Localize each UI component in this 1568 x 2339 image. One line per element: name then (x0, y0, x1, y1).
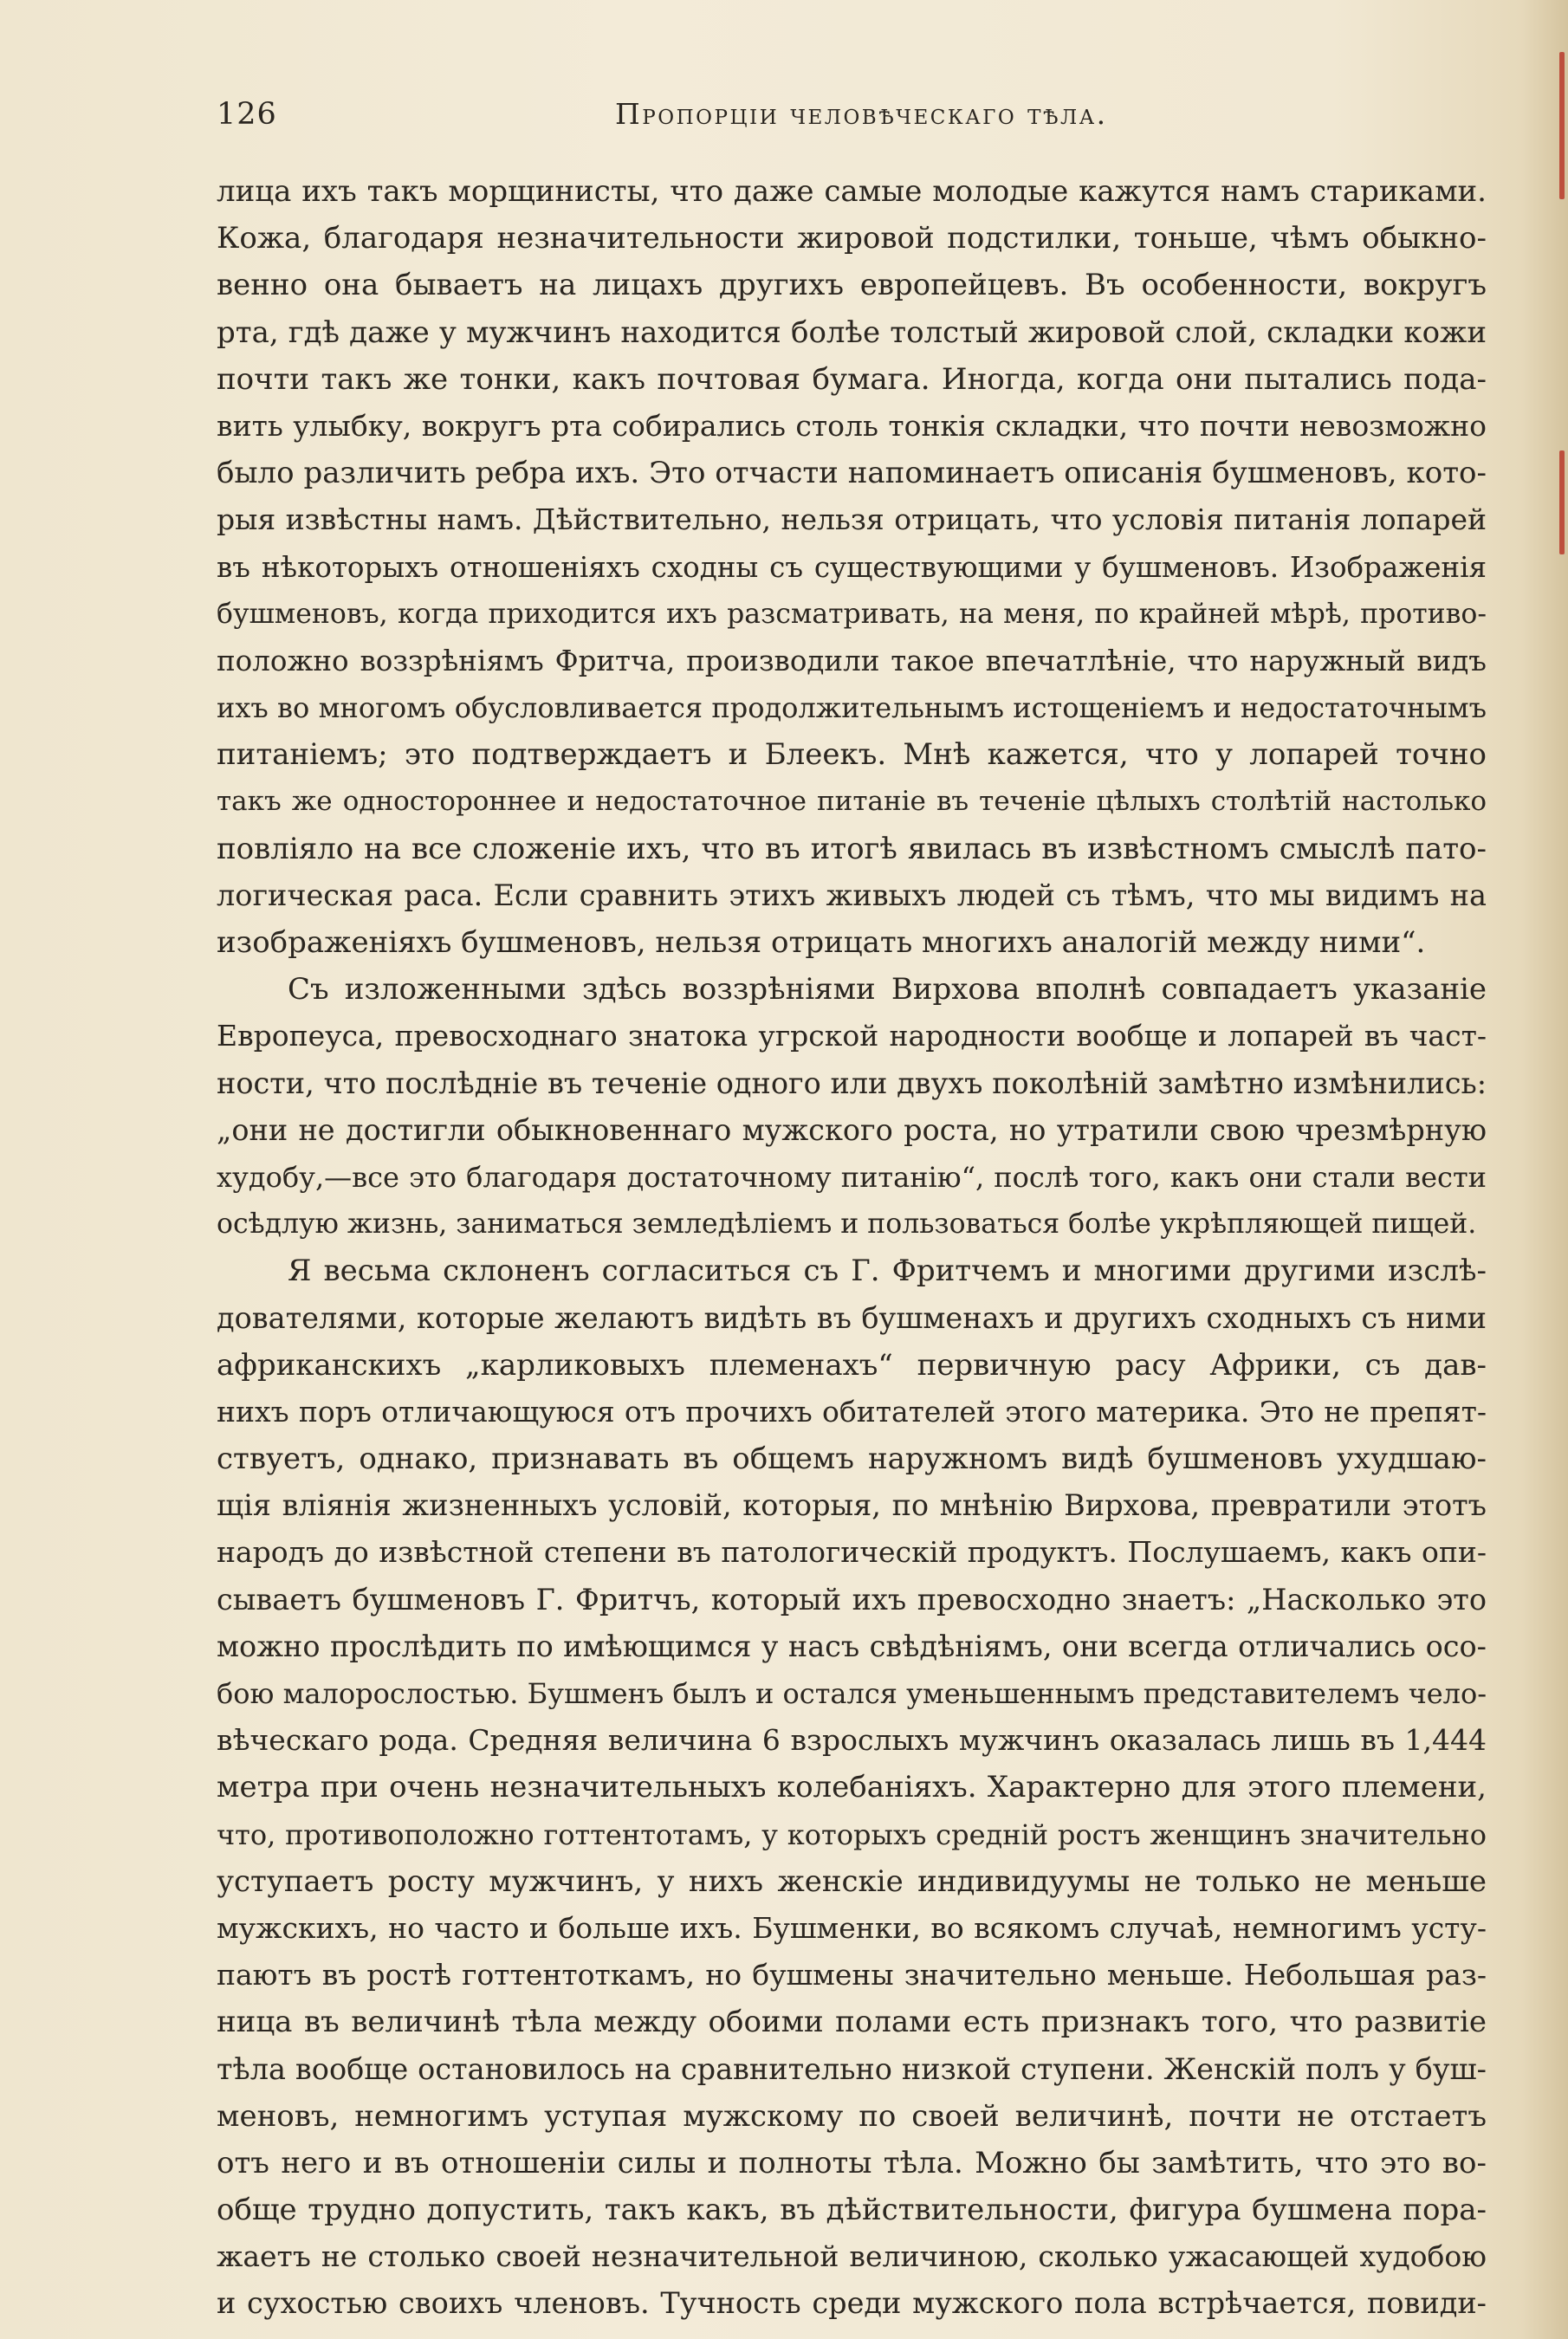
text-line: ности, что послѣдніе въ теченіе одного или двухъ поколѣній замѣтно измѣнились: (217, 1066, 1487, 1100)
body-text (217, 168, 1487, 2328)
page-edge-stain (1559, 52, 1565, 199)
text-line: щія вліянія жизненныхъ условій, которыя, по мнѣнію Вирхова, превратили этотъ (217, 1488, 1487, 1523)
running-title: Пропорціи человѣческаго тѣла. (615, 97, 1108, 131)
text-line: ихъ во многомъ обусловливается продолжительнымъ истощеніемъ и недостаточнымъ (217, 691, 1487, 725)
text-line: бушменовъ, когда приходится ихъ разсматривать, на меня, по крайней мѣрѣ, противо- (217, 598, 1487, 630)
text-line: изображеніяхъ бушменовъ, нельзя отрицать многихъ аналогій между ними“. (217, 925, 1426, 960)
page-header (217, 97, 1486, 149)
text-line: нихъ поръ отличающуюся отъ прочихъ обитателей этого материка. Это не препят- (217, 1394, 1487, 1429)
text-line: уступаетъ росту мужчинъ, у нихъ женскіе индивидуумы не только не меньше (217, 1863, 1487, 1899)
text-line: въ нѣкоторыхъ отношеніяхъ сходны съ существующими у бушменовъ. Изображенія (217, 550, 1487, 584)
text-line: дователями, которые желаютъ видѣть въ бушменахъ и другихъ сходныхъ съ ними (217, 1300, 1487, 1335)
text-line: Кожа, благодаря незначительности жировой подстилки, тоньше, чѣмъ обыкно- (217, 221, 1487, 256)
text-line: вить улыбку, вокругъ рта собирались столь тонкія складки, что почти невозможно (217, 408, 1487, 443)
text-line: Я весьма склоненъ согласиться съ Г. Фритчемъ и многими другими изслѣ- (288, 1254, 1487, 1289)
text-line: жаетъ не столько своей незначительной величиною, сколько ужасающей худобою (217, 2239, 1487, 2274)
text-line: ница въ величинѣ тѣла между обоими полами есть признакъ того, что развитіе (217, 2005, 1487, 2040)
page-number: 126 (217, 97, 277, 132)
text-line: паютъ въ ростѣ готтентоткамъ, но бушмены значительно меньше. Небольшая раз- (217, 1958, 1487, 1992)
text-line: Европеуса, превосходнаго знатока угрской народности вообще и лопарей въ част- (217, 1019, 1487, 1053)
text-line: логическая раса. Если сравнить этихъ живыхъ людей съ тѣмъ, что мы видимъ на (217, 878, 1487, 912)
text-line: и сухостью своихъ членовъ. Тучность среди мужского пола встрѣчается, повиди- (217, 2286, 1487, 2321)
text-line: рта, гдѣ даже у мужчинъ находится болѣе толстый жировой слой, складки кожи (217, 314, 1487, 350)
text-line: Съ изложенными здѣсь воззрѣніями Вирхова вполнѣ совпадаетъ указаніе (288, 972, 1487, 1008)
text-line: рыя извѣстны намъ. Дѣйствительно, нельзя отрицать, что условія питанія лопарей (217, 502, 1487, 537)
text-line: можно прослѣдить по имѣющимся у насъ свѣдѣніямъ, они всегда отличались осо- (217, 1629, 1487, 1663)
text-line: отъ него и въ отношеніи силы и полноты тѣла. Можно бы замѣтить, что это во- (217, 2145, 1487, 2180)
text-line: сываетъ бушменовъ Г. Фритчъ, который ихъ превосходно знаетъ: „Насколько это (217, 1582, 1487, 1617)
text-line: мужскихъ, но часто и больше ихъ. Бушменки, во всякомъ случаѣ, немногимъ усту- (217, 1910, 1487, 1945)
text-line: почти такъ же тонки, какъ почтовая бумага. Иногда, когда они пытались пода- (217, 361, 1487, 397)
text-line: худобу,—все это благодаря достаточному питанію“, послѣ того, какъ они стали вести (217, 1160, 1487, 1194)
text-line: ствуетъ, однако, признавать въ общемъ наружномъ видѣ бушменовъ ухудшаю- (217, 1442, 1487, 1477)
text-line: „они не достигли обыкновеннаго мужского роста, но утратили свою чрезмѣрную (217, 1112, 1487, 1147)
text-line: бою малорослостью. Бушменъ былъ и остался уменьшеннымъ представителемъ чело- (217, 1677, 1487, 1710)
page-edge-stain (1559, 450, 1565, 554)
text-line: питаніемъ; это подтверждаетъ и Блеекъ. Мнѣ кажется, что у лопарей точно (217, 737, 1487, 773)
text-line: обще трудно допустить, такъ какъ, въ дѣйствительности, фигура бушмена пора- (217, 2193, 1487, 2228)
text-line: было различить ребра ихъ. Это отчасти напоминаетъ описанія бушменовъ, кото- (217, 456, 1487, 491)
text-line: меновъ, немногимъ уступая мужскому по своей величинѣ, почти не отстаетъ (217, 2098, 1487, 2134)
text-line: тѣла вообще остановилось на сравнительно низкой ступени. Женскій полъ у буш- (217, 2051, 1487, 2086)
text-line: осѣдлую жизнь, заниматься земледѣліемъ и пользоваться болѣе укрѣпляющей пищей. (217, 1208, 1477, 1241)
text-line: метра при очень незначительныхъ колебаніяхъ. Характерно для этого племени, (217, 1770, 1487, 1805)
text-line: вѣческаго рода. Средняя величина 6 взрослыхъ мужчинъ оказалась лишь въ 1,444 (217, 1723, 1487, 1758)
text-line: что, противоположно готтентотамъ, у которыхъ средній ростъ женщинъ значительно (217, 1817, 1487, 1851)
text-line: положно воззрѣніямъ Фритча, производили такое впечатлѣніе, что наружный видъ (217, 644, 1487, 677)
text-line: венно она бываетъ на лицахъ другихъ европейцевъ. Въ особенности, вокругъ (217, 268, 1487, 303)
text-line: народъ до извѣстной степени въ патологическій продуктъ. Послушаемъ, какъ опи- (217, 1535, 1487, 1570)
text-line: такъ же одностороннее и недостаточное питаніе въ теченіе цѣлыхъ столѣтій настолько (217, 786, 1487, 818)
text-line: африканскихъ „карликовыхъ племенахъ“ первичную расу Африки, съ дав- (217, 1347, 1487, 1383)
text-line: лица ихъ такъ морщинисты, что даже самые молодые кажутся намъ стариками. (217, 174, 1487, 209)
text-line: повліяло на все сложеніе ихъ, что въ итогѣ явилась въ извѣстномъ смыслѣ пато- (217, 831, 1487, 866)
